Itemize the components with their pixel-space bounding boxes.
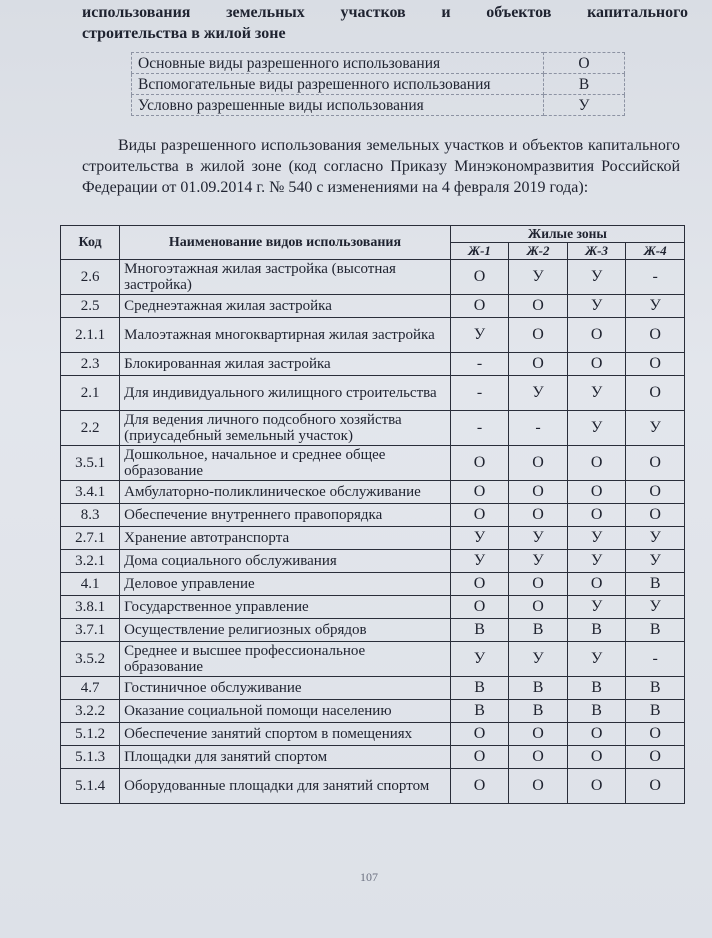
header-zone-2: Ж-2 (509, 243, 568, 260)
row-zone-4: О (626, 723, 685, 746)
page-number: 107 (360, 870, 378, 884)
row-zone-1: У (450, 318, 509, 353)
row-zone-4: У (626, 550, 685, 573)
heading-line-1: использования земельных участков и объектов капитального (82, 4, 688, 21)
row-zone-2: О (509, 295, 568, 318)
row-zone-4: О (626, 504, 685, 527)
row-name: Обеспечение внутреннего правопорядка (120, 504, 451, 527)
row-zone-2: У (509, 642, 568, 677)
row-zone-1: О (450, 481, 509, 504)
legend-row (132, 74, 625, 95)
row-zone-3: О (567, 481, 626, 504)
row-zone-2: В (509, 700, 568, 723)
legend-code: О (544, 53, 625, 74)
row-zone-2: О (509, 769, 568, 804)
row-zone-3: О (567, 573, 626, 596)
row-zone-2: У (509, 550, 568, 573)
row-code: 3.8.1 (61, 596, 120, 619)
table-row (61, 619, 685, 642)
row-zone-2: У (509, 376, 568, 411)
header-code: Код (61, 226, 120, 260)
row-zone-1: О (450, 573, 509, 596)
row-zone-1: О (450, 504, 509, 527)
row-name: Малоэтажная многоквартирная жилая застройка (120, 318, 451, 353)
row-zone-1: О (450, 260, 509, 295)
legend-code: У (544, 95, 625, 116)
row-zone-1: У (450, 642, 509, 677)
row-name: Для ведения личного подсобного хозяйства (приусадебный земельный участок) (120, 411, 451, 446)
row-name: Хранение автотранспорта (120, 527, 451, 550)
row-zone-1: - (450, 411, 509, 446)
row-name: Среднеэтажная жилая застройка (120, 295, 451, 318)
row-zone-2: О (509, 446, 568, 481)
row-name: Дома социального обслуживания (120, 550, 451, 573)
row-zone-3: В (567, 700, 626, 723)
row-name: Среднее и высшее профессиональное образование (120, 642, 451, 677)
row-code: 2.3 (61, 353, 120, 376)
row-zone-4: О (626, 481, 685, 504)
row-zone-2: О (509, 318, 568, 353)
row-zone-1: О (450, 769, 509, 804)
table-row (61, 527, 685, 550)
row-code: 2.1 (61, 376, 120, 411)
row-code: 8.3 (61, 504, 120, 527)
row-code: 5.1.4 (61, 769, 120, 804)
row-code: 3.5.1 (61, 446, 120, 481)
row-code: 2.2 (61, 411, 120, 446)
row-zone-4: О (626, 318, 685, 353)
row-name: Деловое управление (120, 573, 451, 596)
legend-row (132, 95, 625, 116)
table-row (61, 596, 685, 619)
row-zone-4: О (626, 353, 685, 376)
row-name: Обеспечение занятий спортом в помещениях (120, 723, 451, 746)
header-zone-3: Ж-3 (567, 243, 626, 260)
row-zone-4: - (626, 642, 685, 677)
header-name: Наименование видов использования (120, 226, 451, 260)
table-row (61, 411, 685, 446)
row-zone-1: О (450, 295, 509, 318)
row-name: Многоэтажная жилая застройка (высотная застройка) (120, 260, 451, 295)
row-zone-2: О (509, 596, 568, 619)
row-zone-1: У (450, 527, 509, 550)
land-use-table (60, 225, 685, 804)
table-row (61, 481, 685, 504)
row-code: 3.7.1 (61, 619, 120, 642)
legend-label: Основные виды разрешенного использования (132, 53, 544, 74)
row-zone-4: В (626, 677, 685, 700)
row-zone-4: В (626, 573, 685, 596)
row-zone-3: О (567, 746, 626, 769)
section-heading (82, 2, 688, 44)
row-zone-2: О (509, 504, 568, 527)
table-row (61, 573, 685, 596)
table-row (61, 446, 685, 481)
row-name: Государственное управление (120, 596, 451, 619)
legend-label: Вспомогательные виды разрешенного использования (132, 74, 544, 95)
row-zone-1: В (450, 619, 509, 642)
table-row (61, 504, 685, 527)
table-row (61, 642, 685, 677)
table-row (61, 769, 685, 804)
row-zone-3: О (567, 353, 626, 376)
legend-label: Условно разрешенные виды использования (132, 95, 544, 116)
table-row (61, 376, 685, 411)
row-zone-4: О (626, 376, 685, 411)
header-zone-4: Ж-4 (626, 243, 685, 260)
row-zone-3: У (567, 376, 626, 411)
row-zone-1: О (450, 723, 509, 746)
row-zone-1: В (450, 677, 509, 700)
row-code: 4.1 (61, 573, 120, 596)
row-zone-1: - (450, 376, 509, 411)
table-row (61, 550, 685, 573)
row-zone-3: У (567, 642, 626, 677)
row-zone-3: У (567, 596, 626, 619)
row-zone-4: В (626, 619, 685, 642)
row-code: 2.5 (61, 295, 120, 318)
row-name: Амбулаторно-поликлиническое обслуживание (120, 481, 451, 504)
row-zone-3: О (567, 446, 626, 481)
row-zone-3: У (567, 295, 626, 318)
row-zone-3: У (567, 527, 626, 550)
row-zone-4: О (626, 446, 685, 481)
row-zone-1: В (450, 700, 509, 723)
row-code: 2.6 (61, 260, 120, 295)
row-zone-2: - (509, 411, 568, 446)
row-code: 2.7.1 (61, 527, 120, 550)
table-row (61, 318, 685, 353)
row-zone-4: О (626, 746, 685, 769)
row-zone-1: О (450, 746, 509, 769)
row-zone-2: У (509, 527, 568, 550)
row-zone-2: В (509, 677, 568, 700)
row-zone-3: О (567, 318, 626, 353)
row-code: 3.2.2 (61, 700, 120, 723)
row-zone-2: У (509, 260, 568, 295)
row-zone-3: В (567, 677, 626, 700)
row-zone-2: О (509, 573, 568, 596)
row-name: Блокированная жилая застройка (120, 353, 451, 376)
row-zone-1: О (450, 446, 509, 481)
row-zone-1: У (450, 550, 509, 573)
row-zone-2: О (509, 746, 568, 769)
row-code: 3.4.1 (61, 481, 120, 504)
row-zone-2: О (509, 481, 568, 504)
table-row (61, 746, 685, 769)
row-zone-2: В (509, 619, 568, 642)
row-code: 3.5.2 (61, 642, 120, 677)
row-zone-2: О (509, 723, 568, 746)
row-name: Осуществление религиозных обрядов (120, 619, 451, 642)
row-zone-3: О (567, 723, 626, 746)
row-zone-4: В (626, 700, 685, 723)
table-row (61, 295, 685, 318)
row-zone-1: О (450, 596, 509, 619)
row-zone-3: О (567, 504, 626, 527)
legend-table (131, 52, 625, 116)
row-zone-3: О (567, 769, 626, 804)
table-row (61, 353, 685, 376)
row-code: 3.2.1 (61, 550, 120, 573)
row-zone-3: У (567, 550, 626, 573)
legend-row (132, 53, 625, 74)
legend-code: В (544, 74, 625, 95)
row-zone-2: О (509, 353, 568, 376)
row-zone-3: У (567, 260, 626, 295)
intro-paragraph: Виды разрешенного использования земельных участков и объектов капитального строительства в жилой зоне (код согласно Приказу Минэкономразвития Российской Федерации от 01.09.2014 г. № 540 с изменениями на 4 февраля 2019 года): (82, 137, 680, 196)
row-name: Площадки для занятий спортом (120, 746, 451, 769)
row-code: 2.1.1 (61, 318, 120, 353)
row-code: 4.7 (61, 677, 120, 700)
row-name: Для индивидуального жилищного строительства (120, 376, 451, 411)
row-zone-4: О (626, 769, 685, 804)
row-zone-4: У (626, 295, 685, 318)
table-row (61, 260, 685, 295)
row-zone-4: - (626, 260, 685, 295)
row-name: Оказание социальной помощи населению (120, 700, 451, 723)
row-zone-3: У (567, 411, 626, 446)
header-zone-group: Жилые зоны (450, 226, 684, 243)
row-zone-3: В (567, 619, 626, 642)
header-zone-1: Ж-1 (450, 243, 509, 260)
table-row (61, 700, 685, 723)
row-name: Оборудованные площадки для занятий спортом (120, 769, 451, 804)
row-zone-4: У (626, 596, 685, 619)
row-code: 5.1.3 (61, 746, 120, 769)
row-zone-1: - (450, 353, 509, 376)
row-name: Гостиничное обслуживание (120, 677, 451, 700)
row-name: Дошкольное, начальное и среднее общее образование (120, 446, 451, 481)
heading-line-2: строительства в жилой зоне (82, 25, 286, 42)
table-row (61, 677, 685, 700)
row-code: 5.1.2 (61, 723, 120, 746)
row-zone-4: У (626, 527, 685, 550)
table-row (61, 723, 685, 746)
row-zone-4: У (626, 411, 685, 446)
